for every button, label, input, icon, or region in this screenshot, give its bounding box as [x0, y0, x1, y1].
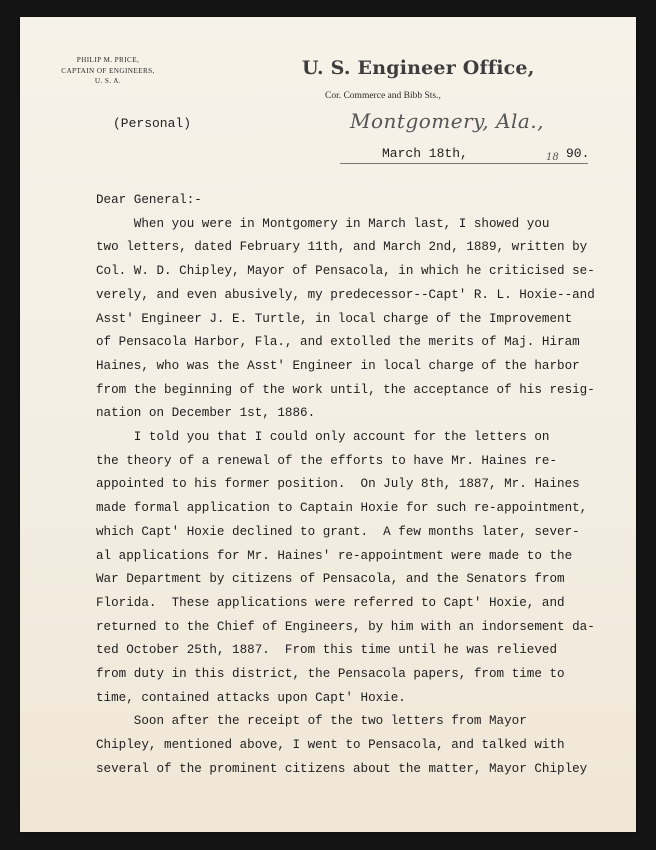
officer-name: PHILIP M. PRICE, — [76, 56, 140, 64]
officer-rank: CAPTAIN OF ENGINEERS, — [61, 66, 155, 75]
personal-marking: (Personal) — [113, 116, 192, 131]
body-line: the theory of a renewal of the efforts to have Mr. Haines re- — [96, 453, 558, 468]
body-line: from the beginning of the work until, the acceptance of his resig- — [96, 382, 595, 397]
body-line: Soon after the receipt of the two letters from Mayor — [96, 714, 527, 729]
body-line: which Capt' Hoxie declined to grant. A few months later, sever- — [96, 524, 580, 539]
body-line: Col. W. D. Chipley, Mayor of Pensacola, in which he criticised se- — [96, 264, 595, 279]
body-line: ted October 25th, 1887. From this time until he was relieved — [96, 643, 558, 658]
body-line: Haines, who was the Asst' Engineer in local charge of the harbor — [96, 358, 580, 373]
body-line: two letters, dated February 11th, and March 2nd, 1889, written by — [96, 240, 588, 255]
body-line: of Pensacola Harbor, Fla., and extolled the merits of Maj. Hiram — [96, 335, 580, 350]
body-line: Asst' Engineer J. E. Turtle, in local charge of the Improvement — [96, 311, 573, 326]
year-suffix: 90. — [566, 146, 590, 161]
office-title: U. S. Engineer Office, — [302, 57, 535, 79]
salutation: Dear General:- — [96, 193, 202, 207]
body-line: verely, and even abusively, my predecessor--Capt' R. L. Hoxie--and — [96, 287, 595, 302]
body-line: Florida. These applications were referred to Capt' Hoxie, and — [96, 595, 565, 610]
letter-page — [20, 17, 636, 832]
body-line: I told you that I could only account for the letters on — [96, 430, 550, 445]
officer-service: U. S. A. — [94, 77, 122, 85]
body-line: appointed to his former position. On July 8th, 1887, Mr. Haines — [96, 477, 580, 492]
letter-body — [96, 189, 606, 782]
body-line: War Department by citizens of Pensacola, and the Senators from — [96, 572, 565, 587]
body-line: returned to the Chief of Engineers, by him with an indorsement da- — [96, 619, 595, 634]
date-rule — [340, 163, 588, 164]
body-line: made formal application to Captain Hoxie for such re-appointment, — [96, 501, 588, 516]
letter-date: March 18th, — [382, 146, 468, 161]
office-address: Cor. Commerce and Bibb Sts., — [325, 91, 441, 101]
officer-block — [48, 55, 168, 87]
body-line: several of the prominent citizens about the matter, Mayor Chipley — [96, 761, 588, 776]
body-line: When you were in Montgomery in March last, I showed you — [96, 216, 550, 231]
body-line: nation on December 1st, 1886. — [96, 406, 316, 421]
office-city: Montgomery, Ala., — [350, 109, 544, 133]
body-line: al applications for Mr. Haines' re-appointment were made to the — [96, 548, 573, 563]
body-line: from duty in this district, the Pensacola papers, from time to — [96, 667, 565, 682]
year-prefix: 18 — [546, 152, 559, 163]
body-line: time, contained attacks upon Capt' Hoxie. — [96, 690, 406, 705]
body-line: Chipley, mentioned above, I went to Pensacola, and talked with — [96, 738, 565, 753]
